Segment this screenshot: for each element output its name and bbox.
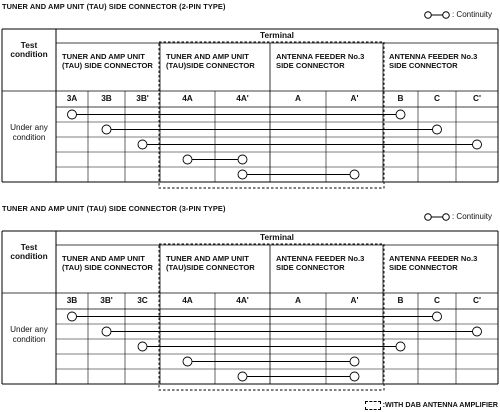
pin-label: 4A' [236, 93, 249, 103]
dashed-box-icon [365, 401, 381, 410]
continuity-node-icon [183, 357, 192, 366]
pin-label: A' [350, 93, 359, 103]
continuity-node-icon [433, 125, 442, 134]
pin-label: C [434, 295, 440, 305]
continuity-node-icon [238, 155, 247, 164]
continuity-node-icon [350, 372, 359, 381]
pin-label: C' [473, 295, 481, 305]
pin-label: 4A' [236, 295, 249, 305]
test-condition-header: Test condition [10, 40, 48, 59]
pin-label: B [397, 93, 404, 103]
condition-label: Under any condition [10, 325, 48, 344]
continuity-node-icon [473, 327, 482, 336]
terminal-header: Terminal [260, 30, 294, 40]
condition-label: Under any condition [10, 123, 48, 142]
dab-footnote [365, 400, 498, 410]
continuity-node-icon [238, 372, 247, 381]
pin-label: 3B' [136, 93, 149, 103]
pin-label: C [434, 93, 440, 103]
continuity-node-icon [102, 327, 111, 336]
pin-label: 3C [137, 295, 148, 305]
test-condition-header: Test condition [10, 242, 48, 261]
pin-label: B [397, 295, 404, 305]
continuity-node-icon [138, 342, 147, 351]
terminal-header: Terminal [260, 232, 294, 242]
legend-text: : Continuity [451, 10, 492, 20]
connector-group-label: TUNER AND AMP UNIT (TAU)SIDE CONNECTOR [166, 254, 255, 272]
continuity-node-icon [433, 312, 442, 321]
pin-label: 3B' [100, 295, 113, 305]
continuity-node-icon [68, 312, 77, 321]
connector-group-label: TUNER AND AMP UNIT (TAU) SIDE CONNECTOR [62, 254, 153, 272]
pin-label: 4A [182, 295, 193, 305]
pin-label: 3B [101, 93, 112, 103]
continuity-node-icon [183, 155, 192, 164]
pin-label: 3B [66, 295, 78, 305]
pin-label: 4A [182, 93, 193, 103]
footnote-text: :WITH DAB ANTENNA AMPLIFIER [382, 400, 498, 410]
connector-group-label: ANTENNA FEEDER No.3 SIDE CONNECTOR [389, 52, 478, 70]
connector-group-label: ANTENNA FEEDER No.3 SIDE CONNECTOR [276, 52, 365, 70]
table1-title: TUNER AND AMP UNIT (TAU) SIDE CONNECTOR (2-PIN TYPE) [2, 2, 226, 11]
pin-label: 3A [66, 93, 78, 103]
continuity-node-icon [396, 342, 405, 351]
connector-group-label: TUNER AND AMP UNIT (TAU)SIDE CONNECTOR [166, 52, 255, 70]
pin-label: A' [350, 295, 359, 305]
table2-title: TUNER AND AMP UNIT (TAU) SIDE CONNECTOR (3-PIN TYPE) [2, 204, 226, 213]
pin-label: C' [473, 93, 481, 103]
legend-text: : Continuity [451, 212, 492, 222]
continuity-node-icon [102, 125, 111, 134]
continuity-node-icon [350, 170, 359, 179]
continuity-node-icon [238, 170, 247, 179]
continuity-node-icon [138, 140, 147, 149]
continuity-node-icon [350, 357, 359, 366]
continuity-node-icon [473, 140, 482, 149]
connector-group-label: ANTENNA FEEDER No.3 SIDE CONNECTOR [389, 254, 478, 272]
connector-group-label: ANTENNA FEEDER No.3 SIDE CONNECTOR [276, 254, 365, 272]
pin-label: A [295, 93, 301, 103]
connector-group-label: TUNER AND AMP UNIT (TAU) SIDE CONNECTOR [62, 52, 153, 70]
pin-label: A [295, 295, 301, 305]
continuity-node-icon [68, 110, 77, 119]
continuity-node-icon [396, 110, 405, 119]
